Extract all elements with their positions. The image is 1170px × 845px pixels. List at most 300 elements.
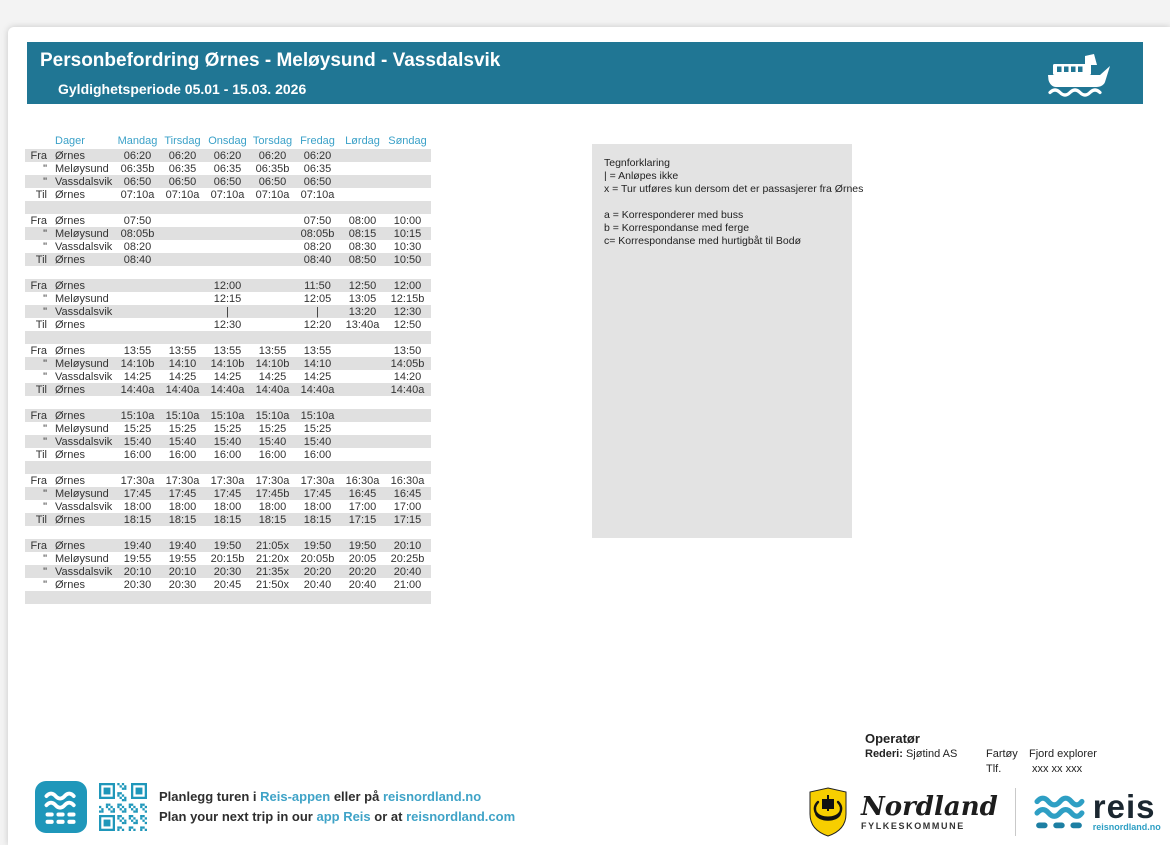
operator-section bbox=[865, 731, 1165, 783]
time-cell: 10:50 bbox=[393, 253, 422, 266]
timetable-row bbox=[25, 344, 431, 357]
logo-divider bbox=[1015, 788, 1016, 836]
timetable-row bbox=[25, 305, 431, 318]
time-cell: 08:20 bbox=[123, 240, 152, 253]
legend-line: | = Anløpes ikke bbox=[604, 170, 679, 182]
rederi-value: Sjøtind AS bbox=[905, 748, 958, 760]
time-cell: 20:10 bbox=[393, 539, 422, 552]
time-cell: 07:50 bbox=[303, 214, 332, 227]
timetable-row bbox=[25, 162, 431, 175]
row-place: Ørnes bbox=[55, 318, 85, 331]
time-cell: 18:15 bbox=[168, 513, 197, 526]
reis-app-icon bbox=[35, 781, 87, 833]
row-place: Ørnes bbox=[55, 279, 85, 292]
row-prefix: " bbox=[43, 370, 47, 383]
time-cell: 20:20 bbox=[303, 565, 332, 578]
time-cell: 20:05 bbox=[348, 552, 377, 565]
row-prefix: " bbox=[43, 565, 47, 578]
row-prefix: " bbox=[43, 500, 47, 513]
time-cell: 18:15 bbox=[213, 513, 242, 526]
nordland-shield-icon bbox=[808, 787, 848, 837]
timetable-row bbox=[25, 240, 431, 253]
time-cell: 13:55 bbox=[258, 344, 287, 357]
row-prefix: " bbox=[43, 435, 47, 448]
time-cell: 15:10a bbox=[300, 409, 335, 422]
time-cell: 12:15 bbox=[213, 292, 242, 305]
tlf-label: Tlf. bbox=[986, 763, 1002, 775]
page-title: Personbefordring Ørnes - Meløysund - Vassdalsvik bbox=[40, 50, 501, 71]
time-cell: 19:50 bbox=[213, 539, 242, 552]
time-cell: 21:20x bbox=[255, 552, 290, 565]
time-cell: 06:50 bbox=[168, 175, 197, 188]
timetable-row bbox=[25, 578, 431, 591]
days-label: Dager bbox=[55, 135, 85, 147]
time-cell: 12:20 bbox=[303, 318, 332, 331]
row-place: Vassdalsvik bbox=[55, 565, 113, 578]
time-cell: 20:30 bbox=[213, 565, 242, 578]
time-cell: 10:30 bbox=[393, 240, 422, 253]
time-cell: 18:15 bbox=[258, 513, 287, 526]
time-cell: 06:35b bbox=[120, 162, 155, 175]
row-prefix: " bbox=[43, 305, 47, 318]
time-cell: 15:40 bbox=[168, 435, 197, 448]
time-cell: 18:00 bbox=[303, 500, 332, 513]
time-cell: 18:00 bbox=[123, 500, 152, 513]
time-cell: 15:25 bbox=[123, 422, 152, 435]
legend-line: b = Korrespondanse med ferge bbox=[604, 222, 750, 234]
timetable-row bbox=[25, 500, 431, 513]
time-cell: 17:30a bbox=[255, 474, 290, 487]
operator-title: Operatør bbox=[865, 731, 920, 746]
time-cell: 15:10a bbox=[165, 409, 200, 422]
time-cell: 21:50x bbox=[255, 578, 290, 591]
block-separator bbox=[25, 591, 431, 604]
legend-line bbox=[604, 196, 840, 209]
time-cell: 16:45 bbox=[393, 487, 422, 500]
time-cell: 13:55 bbox=[303, 344, 332, 357]
time-cell: 12:00 bbox=[393, 279, 422, 292]
time-cell: 06:50 bbox=[303, 175, 332, 188]
reis-logo bbox=[1033, 788, 1161, 832]
time-cell: 08:15 bbox=[348, 227, 377, 240]
time-cell: 12:50 bbox=[348, 279, 377, 292]
row-place: Vassdalsvik bbox=[55, 435, 113, 448]
row-prefix: " bbox=[43, 227, 47, 240]
document-page bbox=[8, 27, 1170, 845]
timetable-row bbox=[25, 253, 431, 266]
time-cell: 13:55 bbox=[168, 344, 197, 357]
row-prefix: Til bbox=[35, 513, 47, 526]
time-cell: 19:50 bbox=[348, 539, 377, 552]
time-cell: 17:15 bbox=[393, 513, 422, 526]
time-cell: 15:40 bbox=[213, 435, 242, 448]
time-cell: 06:35 bbox=[303, 162, 332, 175]
time-cell: 13:20 bbox=[348, 305, 377, 318]
time-cell: 21:00 bbox=[393, 578, 422, 591]
time-cell: 16:00 bbox=[303, 448, 332, 461]
time-cell: 17:45 bbox=[168, 487, 197, 500]
time-cell: 17:30a bbox=[300, 474, 335, 487]
time-cell: 16:00 bbox=[123, 448, 152, 461]
time-cell: 06:35 bbox=[213, 162, 242, 175]
time-cell: 14:40a bbox=[210, 383, 245, 396]
reis-sub: reisnordland.no bbox=[1092, 822, 1161, 832]
time-cell: 14:25 bbox=[213, 370, 242, 383]
time-cell: 20:25b bbox=[390, 552, 425, 565]
row-place: Vassdalsvik bbox=[55, 370, 113, 383]
legend-lines bbox=[604, 170, 864, 248]
row-prefix: Fra bbox=[30, 409, 47, 422]
time-cell: 14:25 bbox=[168, 370, 197, 383]
time-cell: | bbox=[226, 305, 229, 318]
time-cell: 08:50 bbox=[348, 253, 377, 266]
time-cell: 06:20 bbox=[168, 149, 197, 162]
time-cell: 17:00 bbox=[393, 500, 422, 513]
time-cell: 16:30a bbox=[345, 474, 380, 487]
row-place: Ørnes bbox=[55, 448, 85, 461]
row-place: Meløysund bbox=[55, 227, 109, 240]
time-cell: | bbox=[316, 305, 319, 318]
legend-line: c= Korrespondanse med hurtigbåt til Bodø bbox=[604, 235, 801, 247]
time-cell: 18:15 bbox=[303, 513, 332, 526]
timetable-row bbox=[25, 292, 431, 305]
time-cell: 15:25 bbox=[213, 422, 242, 435]
time-cell: 13:50 bbox=[393, 344, 422, 357]
time-cell: 12:30 bbox=[393, 305, 422, 318]
timetable-row bbox=[25, 409, 431, 422]
row-prefix: " bbox=[43, 240, 47, 253]
qr-code bbox=[99, 783, 147, 831]
block-separator bbox=[25, 201, 431, 214]
footer-text: Plan your next trip in our bbox=[159, 809, 317, 824]
time-cell: 14:10b bbox=[120, 357, 155, 370]
time-cell: 20:15b bbox=[210, 552, 245, 565]
time-cell: 15:40 bbox=[258, 435, 287, 448]
row-place: Ørnes bbox=[55, 149, 85, 162]
plan-lines bbox=[159, 787, 515, 827]
time-cell: 07:10a bbox=[300, 188, 335, 201]
time-cell: 12:05 bbox=[303, 292, 332, 305]
rederi-label: Rederi: bbox=[865, 748, 903, 760]
row-prefix: " bbox=[43, 487, 47, 500]
time-cell: 14:10b bbox=[210, 357, 245, 370]
row-place: Ørnes bbox=[55, 409, 85, 422]
row-prefix: Til bbox=[35, 383, 47, 396]
time-cell: 14:10b bbox=[255, 357, 290, 370]
day-header: Tirsdag bbox=[164, 135, 201, 147]
row-place: Meløysund bbox=[55, 422, 109, 435]
timetable-row bbox=[25, 474, 431, 487]
time-cell: 20:40 bbox=[303, 578, 332, 591]
time-cell: 18:00 bbox=[213, 500, 242, 513]
legend-line: x = Tur utføres kun dersom det er passasjerer fra Ørnes bbox=[604, 183, 864, 195]
time-cell: 06:20 bbox=[258, 149, 287, 162]
time-cell: 17:45 bbox=[213, 487, 242, 500]
time-cell: 20:05b bbox=[300, 552, 335, 565]
day-header: Søndag bbox=[388, 135, 427, 147]
row-place: Ørnes bbox=[55, 344, 85, 357]
time-cell: 21:35x bbox=[255, 565, 290, 578]
block-separator bbox=[25, 266, 431, 279]
validity-period: Gyldighetsperiode 05.01 - 15.03. 2026 bbox=[58, 81, 307, 97]
time-cell: 17:30a bbox=[210, 474, 245, 487]
row-prefix: " bbox=[43, 357, 47, 370]
row-place: Vassdalsvik bbox=[55, 175, 113, 188]
row-place: Ørnes bbox=[55, 188, 85, 201]
row-prefix: Fra bbox=[30, 214, 47, 227]
row-prefix: Til bbox=[35, 188, 47, 201]
nordland-sub: FYLKESKOMMUNE bbox=[861, 820, 965, 831]
row-place: Meløysund bbox=[55, 552, 109, 565]
time-cell: 16:00 bbox=[258, 448, 287, 461]
time-cell: 12:30 bbox=[213, 318, 242, 331]
operator-rederi bbox=[865, 748, 957, 760]
plan-trip-line bbox=[159, 787, 515, 807]
row-place: Meløysund bbox=[55, 487, 109, 500]
time-cell: 15:40 bbox=[123, 435, 152, 448]
time-cell: 07:10a bbox=[165, 188, 200, 201]
time-cell: 14:40a bbox=[165, 383, 200, 396]
time-cell: 20:10 bbox=[123, 565, 152, 578]
day-header: Onsdag bbox=[208, 135, 247, 147]
row-place: Ørnes bbox=[55, 578, 85, 591]
time-cell: 20:40 bbox=[348, 578, 377, 591]
footer-link[interactable]: reisnordland.com bbox=[406, 809, 516, 824]
row-place: Ørnes bbox=[55, 253, 85, 266]
time-cell: 21:05x bbox=[255, 539, 290, 552]
tlf-value: xxx xx xxx bbox=[1032, 763, 1083, 775]
row-place: Vassdalsvik bbox=[55, 240, 113, 253]
time-cell: 07:50 bbox=[123, 214, 152, 227]
time-cell: 06:20 bbox=[213, 149, 242, 162]
time-cell: 14:40a bbox=[390, 383, 425, 396]
time-cell: 20:45 bbox=[213, 578, 242, 591]
time-cell: 08:40 bbox=[123, 253, 152, 266]
row-prefix: Fra bbox=[30, 474, 47, 487]
timetable-row bbox=[25, 487, 431, 500]
time-cell: 14:10 bbox=[168, 357, 197, 370]
timetable-row bbox=[25, 448, 431, 461]
day-header: Fredag bbox=[300, 135, 335, 147]
time-cell: 15:25 bbox=[303, 422, 332, 435]
time-cell: 14:40a bbox=[120, 383, 155, 396]
time-cell: 20:30 bbox=[123, 578, 152, 591]
timetable-row bbox=[25, 279, 431, 292]
time-cell: 16:45 bbox=[348, 487, 377, 500]
row-prefix: Fra bbox=[30, 539, 47, 552]
time-cell: 17:30a bbox=[120, 474, 155, 487]
row-prefix: Til bbox=[35, 448, 47, 461]
time-cell: 06:50 bbox=[123, 175, 152, 188]
time-cell: 15:25 bbox=[168, 422, 197, 435]
time-cell: 16:30a bbox=[390, 474, 425, 487]
time-cell: 08:05b bbox=[300, 227, 335, 240]
timetable-row bbox=[25, 188, 431, 201]
row-place: Vassdalsvik bbox=[55, 305, 113, 318]
time-cell: 06:50 bbox=[258, 175, 287, 188]
nordland-name: Nordland bbox=[861, 791, 998, 822]
time-cell: 06:20 bbox=[123, 149, 152, 162]
timetable-row bbox=[25, 422, 431, 435]
timetable-row bbox=[25, 435, 431, 448]
row-prefix: Fra bbox=[30, 279, 47, 292]
row-prefix: " bbox=[43, 175, 47, 188]
time-cell: 07:10a bbox=[255, 188, 290, 201]
block-separator bbox=[25, 461, 431, 474]
time-cell: 13:05 bbox=[348, 292, 377, 305]
time-cell: 12:50 bbox=[393, 318, 422, 331]
nordland-logo bbox=[861, 791, 998, 831]
row-prefix: " bbox=[43, 162, 47, 175]
legend-title: Tegnforklaring bbox=[604, 157, 670, 169]
time-cell: 14:25 bbox=[123, 370, 152, 383]
time-cell: 17:45b bbox=[255, 487, 290, 500]
time-cell: 14:40a bbox=[255, 383, 290, 396]
time-cell: 20:20 bbox=[348, 565, 377, 578]
time-cell: 17:30a bbox=[165, 474, 200, 487]
row-prefix: " bbox=[43, 422, 47, 435]
time-cell: 08:40 bbox=[303, 253, 332, 266]
time-cell: 15:10a bbox=[210, 409, 245, 422]
row-place: Ørnes bbox=[55, 214, 85, 227]
timetable-row bbox=[25, 513, 431, 526]
row-prefix: " bbox=[43, 552, 47, 565]
row-prefix: Til bbox=[35, 318, 47, 331]
block-separator bbox=[25, 396, 431, 409]
time-cell: 06:50 bbox=[213, 175, 242, 188]
footer-left bbox=[35, 779, 515, 835]
time-cell: 15:10a bbox=[120, 409, 155, 422]
row-prefix: " bbox=[43, 578, 47, 591]
time-cell: 17:45 bbox=[123, 487, 152, 500]
time-cell: 15:40 bbox=[303, 435, 332, 448]
time-cell: 20:10 bbox=[168, 565, 197, 578]
footer-link[interactable]: reisnordland.no bbox=[382, 789, 482, 804]
time-cell: 14:40a bbox=[300, 383, 335, 396]
time-cell: 17:15 bbox=[348, 513, 377, 526]
fartoy-value: Fjord explorer bbox=[1029, 748, 1097, 760]
timetable-row bbox=[25, 318, 431, 331]
time-cell: 14:10 bbox=[303, 357, 332, 370]
footer-link[interactable]: Reis-appen bbox=[260, 789, 331, 804]
timetable-row bbox=[25, 227, 431, 240]
timetable-row bbox=[25, 357, 431, 370]
time-cell: 16:00 bbox=[213, 448, 242, 461]
time-cell: 15:10a bbox=[255, 409, 290, 422]
block-separator bbox=[25, 526, 431, 539]
time-cell: 19:50 bbox=[303, 539, 332, 552]
row-place: Ørnes bbox=[55, 474, 85, 487]
footer-link[interactable]: app Reis bbox=[316, 809, 371, 824]
row-place: Vassdalsvik bbox=[55, 500, 113, 513]
time-cell: 19:55 bbox=[123, 552, 152, 565]
time-cell: 06:35 bbox=[168, 162, 197, 175]
footer-text: or at bbox=[370, 809, 407, 824]
time-cell: 08:20 bbox=[303, 240, 332, 253]
time-cell: 17:00 bbox=[348, 500, 377, 513]
day-header: Mandag bbox=[117, 135, 158, 147]
row-place: Meløysund bbox=[55, 292, 109, 305]
reis-waves-icon bbox=[1033, 792, 1085, 832]
row-place: Meløysund bbox=[55, 162, 109, 175]
reis-name: reis bbox=[1092, 788, 1156, 825]
timetable-row bbox=[25, 539, 431, 552]
time-cell: 08:00 bbox=[348, 214, 377, 227]
time-cell: 18:00 bbox=[258, 500, 287, 513]
time-cell: 19:55 bbox=[168, 552, 197, 565]
row-place: Meløysund bbox=[55, 357, 109, 370]
row-place: Ørnes bbox=[55, 539, 85, 552]
timetable-row bbox=[25, 370, 431, 383]
footer-right bbox=[808, 784, 1161, 840]
footer-text: eller på bbox=[330, 789, 383, 804]
time-cell: 14:25 bbox=[303, 370, 332, 383]
time-cell: 12:15b bbox=[390, 292, 425, 305]
time-cell: 19:40 bbox=[168, 539, 197, 552]
time-cell: 18:00 bbox=[168, 500, 197, 513]
header-bar bbox=[27, 42, 1143, 104]
time-cell: 06:35b bbox=[255, 162, 290, 175]
timetable-row bbox=[25, 383, 431, 396]
row-prefix: Til bbox=[35, 253, 47, 266]
time-cell: 20:30 bbox=[168, 578, 197, 591]
timetable bbox=[25, 133, 431, 604]
time-cell: 20:40 bbox=[393, 565, 422, 578]
time-cell: 11:50 bbox=[304, 279, 331, 292]
row-prefix: Fra bbox=[30, 149, 47, 162]
footer-text: Planlegg turen i bbox=[159, 789, 261, 804]
timetable-row bbox=[25, 565, 431, 578]
day-header: Lørdag bbox=[345, 135, 380, 147]
timetable-row bbox=[25, 552, 431, 565]
time-cell: 12:00 bbox=[213, 279, 242, 292]
time-cell: 19:40 bbox=[123, 539, 152, 552]
plan-trip-line bbox=[159, 807, 515, 827]
fartoy-label: Fartøy bbox=[986, 748, 1018, 760]
time-cell: 07:10a bbox=[210, 188, 245, 201]
time-cell: 10:00 bbox=[393, 214, 422, 227]
time-cell: 15:25 bbox=[258, 422, 287, 435]
time-cell: 17:45 bbox=[303, 487, 332, 500]
time-cell: 07:10a bbox=[120, 188, 155, 201]
day-header: Torsdag bbox=[252, 135, 293, 147]
timetable-day-header bbox=[25, 133, 431, 149]
time-cell: 08:30 bbox=[348, 240, 377, 253]
row-prefix: Fra bbox=[30, 344, 47, 357]
time-cell: 14:05b bbox=[390, 357, 425, 370]
time-cell: 06:20 bbox=[303, 149, 332, 162]
ferry-icon bbox=[1043, 53, 1113, 97]
time-cell: 13:40a bbox=[345, 318, 380, 331]
block-separator bbox=[25, 331, 431, 344]
legend-line: a = Korresponderer med buss bbox=[604, 209, 744, 221]
timetable-row bbox=[25, 175, 431, 188]
row-prefix: " bbox=[43, 292, 47, 305]
time-cell: 13:55 bbox=[123, 344, 152, 357]
timetable-row bbox=[25, 149, 431, 162]
row-place: Ørnes bbox=[55, 383, 85, 396]
time-cell: 18:15 bbox=[123, 513, 152, 526]
time-cell: 10:15 bbox=[393, 227, 422, 240]
timetable-row bbox=[25, 214, 431, 227]
legend-box bbox=[592, 144, 864, 538]
time-cell: 14:25 bbox=[258, 370, 287, 383]
time-cell: 14:20 bbox=[393, 370, 422, 383]
row-place: Ørnes bbox=[55, 513, 85, 526]
time-cell: 16:00 bbox=[168, 448, 197, 461]
time-cell: 08:05b bbox=[120, 227, 155, 240]
time-cell: 13:55 bbox=[213, 344, 242, 357]
